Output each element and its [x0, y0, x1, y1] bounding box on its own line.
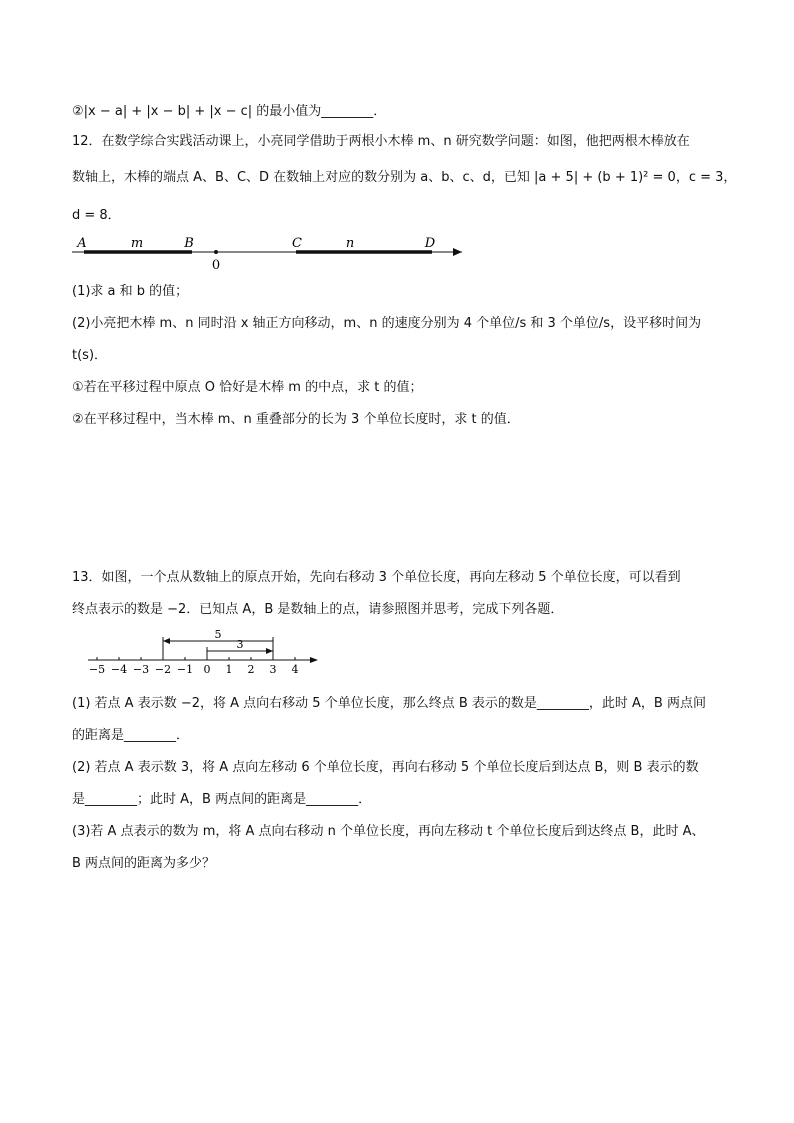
- q13-part3-line2: B 两点间的距离为多少？: [72, 856, 216, 871]
- q13-tick-label: 3: [269, 663, 277, 676]
- q13-part2-line1: (2) 若点 A 表示数 3，将 A 点向左移动 6 个单位长度，再向右移动 5 个单位长度后到达点 B，则 B 表示的数: [72, 760, 699, 775]
- label-C: C: [292, 236, 302, 251]
- q12-part2-sub1: ①若在平移过程中原点 O 恰好是木棒 m 的中点，求 t 的值；: [72, 380, 423, 395]
- q13-axis-arrow: [310, 657, 318, 663]
- q12-part2-line2: t(s)．: [72, 348, 108, 363]
- q13-tick-label: −5: [88, 663, 106, 676]
- label-n: n: [345, 236, 355, 251]
- arrow-left-5-head: [163, 638, 170, 644]
- q13-tick-label: −3: [132, 663, 150, 676]
- label-B: B: [184, 236, 194, 251]
- q11-part2: ②|x − a| + |x − b| + |x − c| 的最小值为________．: [72, 104, 387, 119]
- q13-stem-line1: 13．如图，一个点从数轴上的原点开始，先向右移动 3 个单位长度，再向左移动 5 个单位长度，可以看到: [72, 570, 681, 585]
- q12-part2-sub2: ②在平移过程中，当木棒 m、n 重叠部分的长为 3 个单位长度时，求 t 的值．: [72, 412, 520, 427]
- q13-stem-line2: 终点表示的数是 −2．已知点 A，B 是数轴上的点，请参照图并思考，完成下列各题．: [72, 602, 564, 617]
- label-D: D: [424, 236, 436, 251]
- label-A: A: [77, 236, 87, 251]
- q13-tick-label: 4: [291, 663, 299, 676]
- q13-part2-line2: 是________；此时 A，B 两点间的距离是________．: [72, 792, 372, 807]
- label-m: m: [130, 236, 144, 251]
- q13-tick-label: −2: [154, 663, 172, 676]
- q12-part2-line1: (2)小亮把木棒 m、n 同时沿 x 轴正方向移动，m、n 的速度分别为 4 个单位/s 和 3 个单位/s，设平移时间为: [72, 316, 702, 331]
- q13-part3-line1: (3)若 A 点表示的数为 m，将 A 点向右移动 n 个单位长度，再向左移动 t 个单位长度后到达终点 B，此时 A、: [72, 824, 705, 839]
- arrow-right-3-head: [266, 648, 273, 654]
- q13-tick-label: 2: [247, 663, 255, 676]
- arrow-right-3-label: 3: [236, 638, 244, 651]
- q12-stem-line2: 数轴上，木棒的端点 A、B、C、D 在数轴上对应的数分别为 a、b、c、d，已知 |a + 5| + (b + 1)² = 0，c = 3，: [72, 170, 737, 185]
- label-origin: 0: [211, 258, 221, 273]
- q13-tick-label: 0: [203, 663, 211, 676]
- q13-tick-label: 1: [225, 663, 233, 676]
- arrow-left-5-label: 5: [214, 628, 222, 641]
- q12-stem-line1: 12．在数学综合实践活动课上，小亮同学借助于两根小木棒 m、n 研究数学问题：如图，他把两根木棒放在: [72, 134, 690, 149]
- q12-stem-line3: d = 8．: [72, 208, 121, 223]
- q13-tick-label: −1: [176, 663, 194, 676]
- q12-part1: (1)求 a 和 b 的值；: [72, 284, 189, 299]
- q13-tick-label: −4: [110, 663, 128, 676]
- q13-part1-line1: (1) 若点 A 表示数 −2，将 A 点向右移动 5 个单位长度，那么终点 B 表示的数是________，此时 A，B 两点间: [72, 696, 706, 711]
- q13-part1-line2: 的距离是________．: [72, 728, 190, 743]
